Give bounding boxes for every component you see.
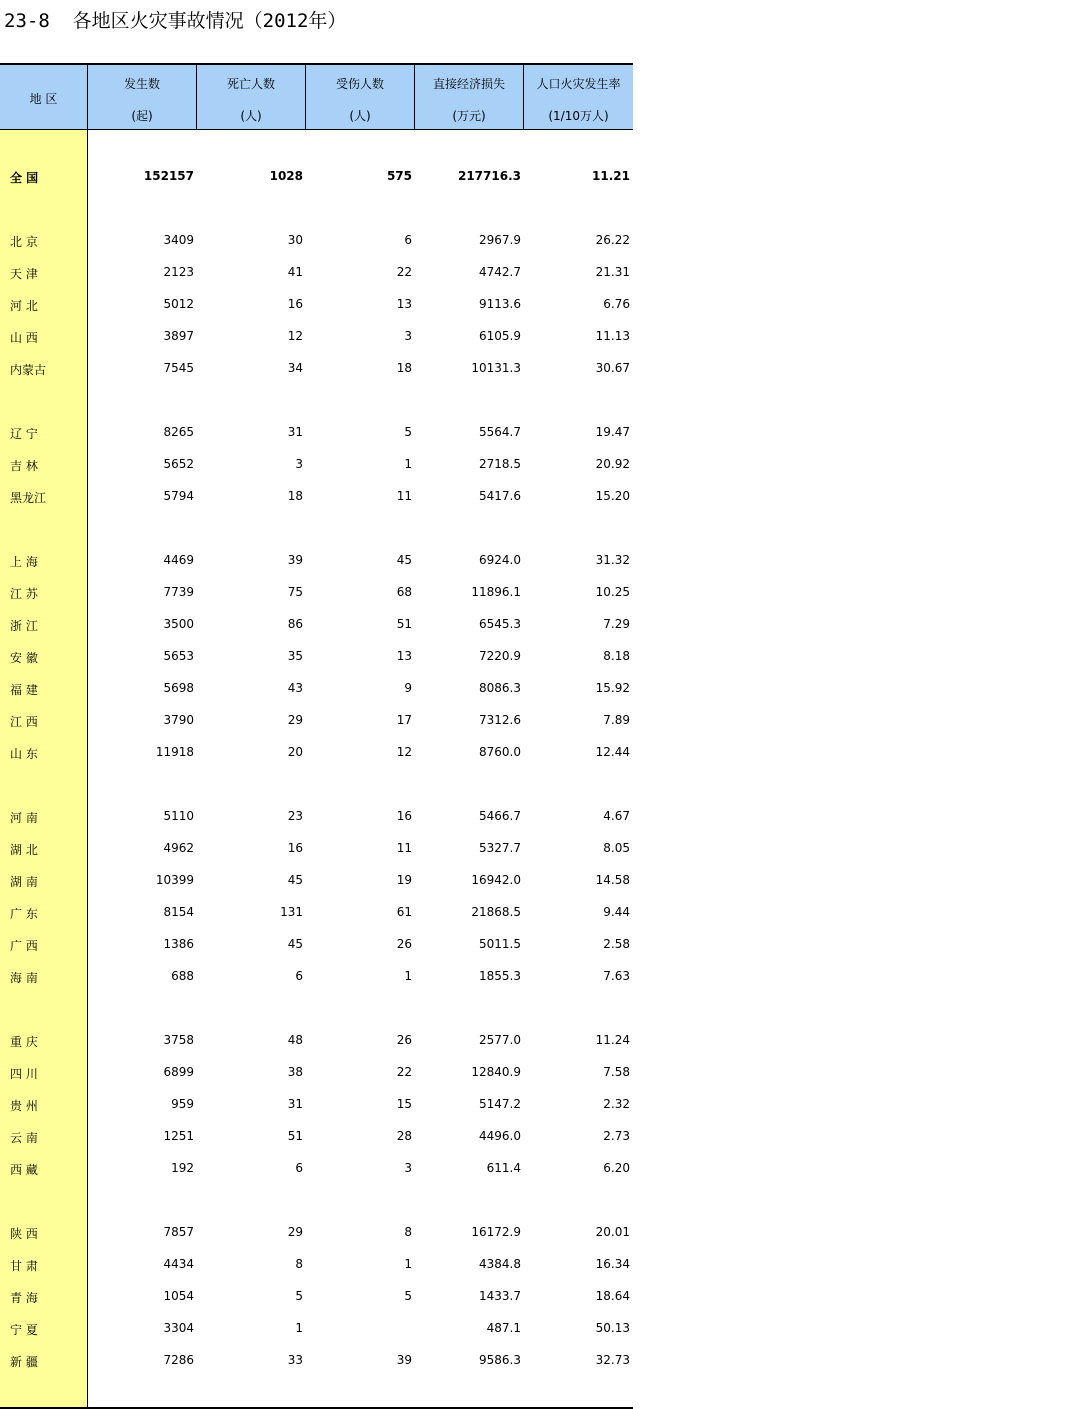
cell-value: 48 xyxy=(287,1033,303,1047)
table-row xyxy=(0,167,633,187)
cell-value: 2967.9 xyxy=(479,233,521,247)
cell-value: 28 xyxy=(396,1129,412,1143)
region-name: 广 东 xyxy=(10,907,38,921)
cell-value: 2.32 xyxy=(603,1097,630,1111)
region-name: 湖 南 xyxy=(10,875,38,889)
cell-value: 1 xyxy=(404,969,412,983)
cell-value: 5794 xyxy=(163,489,194,503)
table-row xyxy=(0,1159,633,1179)
header-col-rate xyxy=(524,65,633,129)
cell-value: 12 xyxy=(396,745,412,759)
cell-value: 192 xyxy=(171,1161,194,1175)
cell-value: 11.13 xyxy=(595,329,630,343)
region-name: 江 西 xyxy=(10,715,38,729)
cell-value: 75 xyxy=(287,585,303,599)
region-name: 浙 江 xyxy=(10,619,38,633)
region-name: 海 南 xyxy=(10,971,38,985)
cell-value: 31 xyxy=(287,425,303,439)
cell-value: 11918 xyxy=(155,745,194,759)
cell-value: 19 xyxy=(396,873,412,887)
cell-value: 3897 xyxy=(163,329,194,343)
cell-value: 39 xyxy=(287,553,303,567)
cell-value: 20 xyxy=(287,745,303,759)
cell-value: 7312.6 xyxy=(479,713,521,727)
header-unit: (1/10万人) xyxy=(548,109,609,123)
region-name: 陕 西 xyxy=(10,1227,38,1241)
header-region-label: 地 区 xyxy=(29,92,58,106)
region-name: 贵 州 xyxy=(10,1099,38,1113)
header-unit: (人) xyxy=(349,109,371,123)
cell-value: 4742.7 xyxy=(479,265,521,279)
cell-value: 5564.7 xyxy=(479,425,521,439)
cell-value: 10.25 xyxy=(595,585,630,599)
cell-value: 29 xyxy=(287,713,303,727)
header-region xyxy=(0,65,88,129)
cell-value: 39 xyxy=(396,1353,412,1367)
cell-value: 3 xyxy=(295,457,303,471)
table-row xyxy=(0,1351,633,1371)
cell-value: 13 xyxy=(396,649,412,663)
cell-value: 5466.7 xyxy=(479,809,521,823)
cell-value: 8086.3 xyxy=(479,681,521,695)
cell-value: 9.44 xyxy=(603,905,630,919)
cell-value: 6105.9 xyxy=(479,329,521,343)
region-name: 新 疆 xyxy=(10,1355,38,1369)
table-row xyxy=(0,903,633,923)
table-row xyxy=(0,711,633,731)
table-row xyxy=(0,807,633,827)
cell-value: 8.05 xyxy=(603,841,630,855)
table-row xyxy=(0,231,633,251)
cell-value: 5417.6 xyxy=(479,489,521,503)
table-row xyxy=(0,1127,633,1147)
table-row xyxy=(0,263,633,283)
cell-value: 7.58 xyxy=(603,1065,630,1079)
table-header xyxy=(0,65,633,130)
cell-value: 20.92 xyxy=(595,457,630,471)
table-row xyxy=(0,1255,633,1275)
cell-value: 688 xyxy=(171,969,194,983)
cell-value: 16942.0 xyxy=(471,873,521,887)
cell-value: 9113.6 xyxy=(479,297,521,311)
cell-value: 9 xyxy=(404,681,412,695)
cell-value: 11 xyxy=(396,489,412,503)
cell-value: 21868.5 xyxy=(471,905,521,919)
cell-value: 8 xyxy=(295,1257,303,1271)
cell-value: 959 xyxy=(171,1097,194,1111)
region-name: 内蒙古 xyxy=(10,363,47,377)
region-name: 辽 宁 xyxy=(10,427,38,441)
cell-value: 14.58 xyxy=(595,873,630,887)
cell-value: 30 xyxy=(287,233,303,247)
cell-value: 5 xyxy=(404,425,412,439)
cell-value: 20.01 xyxy=(595,1225,630,1239)
table-row xyxy=(0,487,633,507)
cell-value: 3 xyxy=(404,1161,412,1175)
cell-value: 13 xyxy=(396,297,412,311)
cell-value: 7739 xyxy=(163,585,194,599)
cell-value: 68 xyxy=(396,585,412,599)
cell-value: 3500 xyxy=(163,617,194,631)
cell-value: 2577.0 xyxy=(479,1033,521,1047)
cell-value: 7.29 xyxy=(603,617,630,631)
region-name: 青 海 xyxy=(10,1291,38,1305)
cell-value: 1386 xyxy=(163,937,194,951)
region-name: 河 南 xyxy=(10,811,38,825)
cell-value: 6924.0 xyxy=(479,553,521,567)
table-row xyxy=(0,1063,633,1083)
cell-value: 2718.5 xyxy=(479,457,521,471)
cell-value: 6 xyxy=(295,1161,303,1175)
cell-value: 8760.0 xyxy=(479,745,521,759)
cell-value: 30.67 xyxy=(595,361,630,375)
cell-value: 12840.9 xyxy=(471,1065,521,1079)
cell-value: 9586.3 xyxy=(479,1353,521,1367)
cell-value: 7.89 xyxy=(603,713,630,727)
header-label: 受伤人数 xyxy=(335,77,384,91)
cell-value: 8154 xyxy=(163,905,194,919)
table-row xyxy=(0,1287,633,1307)
cell-value: 15.92 xyxy=(595,681,630,695)
cell-value: 41 xyxy=(287,265,303,279)
cell-value: 10399 xyxy=(155,873,194,887)
cell-value: 3409 xyxy=(163,233,194,247)
header-label: 人口火灾发生率 xyxy=(536,77,621,91)
cell-value: 4384.8 xyxy=(479,1257,521,1271)
cell-value: 4962 xyxy=(163,841,194,855)
cell-value: 32.73 xyxy=(595,1353,630,1367)
cell-value: 33 xyxy=(287,1353,303,1367)
cell-value: 4496.0 xyxy=(479,1129,521,1143)
region-name: 广 西 xyxy=(10,939,38,953)
cell-value: 16.34 xyxy=(595,1257,630,1271)
cell-value: 5652 xyxy=(163,457,194,471)
cell-value: 6.76 xyxy=(603,297,630,311)
region-name: 吉 林 xyxy=(10,459,38,473)
table-row xyxy=(0,1031,633,1051)
region-name: 河 北 xyxy=(10,299,38,313)
header-label: 直接经济损失 xyxy=(432,77,505,91)
region-name: 甘 肃 xyxy=(10,1259,38,1273)
header-unit: (起) xyxy=(131,109,153,123)
header-col-occurrences xyxy=(88,65,197,129)
cell-value: 26 xyxy=(396,937,412,951)
cell-value: 1433.7 xyxy=(479,1289,521,1303)
cell-value: 217716.3 xyxy=(457,169,521,183)
cell-value: 3790 xyxy=(163,713,194,727)
header-label: 发生数 xyxy=(123,77,160,91)
cell-value: 6545.3 xyxy=(479,617,521,631)
table-row xyxy=(0,743,633,763)
region-name: 安 徽 xyxy=(10,651,38,665)
cell-value: 6.20 xyxy=(603,1161,630,1175)
cell-value: 15.20 xyxy=(595,489,630,503)
cell-value: 1054 xyxy=(163,1289,194,1303)
cell-value: 1 xyxy=(295,1321,303,1335)
table-row xyxy=(0,295,633,315)
cell-value: 5110 xyxy=(163,809,194,823)
table-row xyxy=(0,455,633,475)
cell-value: 26 xyxy=(396,1033,412,1047)
cell-value: 34 xyxy=(287,361,303,375)
cell-value: 8 xyxy=(404,1225,412,1239)
region-name: 湖 北 xyxy=(10,843,38,857)
cell-value: 6899 xyxy=(163,1065,194,1079)
cell-value: 22 xyxy=(396,265,412,279)
cell-value: 5012 xyxy=(163,297,194,311)
cell-value: 45 xyxy=(287,873,303,887)
table-row xyxy=(0,871,633,891)
header-label: 死亡人数 xyxy=(226,77,275,91)
cell-value: 18.64 xyxy=(595,1289,630,1303)
cell-value: 7857 xyxy=(163,1225,194,1239)
cell-value: 51 xyxy=(287,1129,303,1143)
cell-value: 1028 xyxy=(269,169,303,183)
cell-value: 131 xyxy=(280,905,303,919)
region-name: 北 京 xyxy=(10,235,38,249)
region-name: 西 藏 xyxy=(10,1163,38,1177)
table-row xyxy=(0,1319,633,1339)
cell-value: 31.32 xyxy=(595,553,630,567)
cell-value: 8265 xyxy=(163,425,194,439)
table-row xyxy=(0,423,633,443)
cell-value: 11.24 xyxy=(595,1033,630,1047)
cell-value: 18 xyxy=(396,361,412,375)
cell-value: 31 xyxy=(287,1097,303,1111)
table-row xyxy=(0,967,633,987)
region-name: 全 国 xyxy=(10,171,39,185)
cell-value: 152157 xyxy=(143,169,194,183)
cell-value: 5147.2 xyxy=(479,1097,521,1111)
cell-value: 6 xyxy=(295,969,303,983)
cell-value: 5 xyxy=(295,1289,303,1303)
cell-value: 19.47 xyxy=(595,425,630,439)
region-name: 山 东 xyxy=(10,747,38,761)
cell-value: 5698 xyxy=(163,681,194,695)
cell-value: 12.44 xyxy=(595,745,630,759)
cell-value: 18 xyxy=(287,489,303,503)
header-unit: (人) xyxy=(240,109,262,123)
cell-value: 1855.3 xyxy=(479,969,521,983)
region-name: 福 建 xyxy=(10,683,38,697)
page-title: 23-8 各地区火灾事故情况（2012年） xyxy=(4,10,347,32)
cell-value: 4.67 xyxy=(603,809,630,823)
table-row xyxy=(0,935,633,955)
table-row xyxy=(0,1223,633,1243)
cell-value: 43 xyxy=(287,681,303,695)
cell-value: 2123 xyxy=(163,265,194,279)
cell-value: 61 xyxy=(396,905,412,919)
cell-value: 487.1 xyxy=(486,1321,521,1335)
cell-value: 3758 xyxy=(163,1033,194,1047)
cell-value: 1251 xyxy=(163,1129,194,1143)
cell-value: 17 xyxy=(396,713,412,727)
cell-value: 86 xyxy=(287,617,303,631)
cell-value: 16 xyxy=(287,297,303,311)
cell-value: 22 xyxy=(396,1065,412,1079)
cell-value: 2.73 xyxy=(603,1129,630,1143)
region-name: 重 庆 xyxy=(10,1035,38,1049)
cell-value: 6 xyxy=(404,233,412,247)
region-name: 宁 夏 xyxy=(10,1323,38,1337)
cell-value: 7.63 xyxy=(603,969,630,983)
cell-value: 23 xyxy=(287,809,303,823)
region-name: 山 西 xyxy=(10,331,38,345)
cell-value: 29 xyxy=(287,1225,303,1239)
cell-value: 3304 xyxy=(163,1321,194,1335)
cell-value: 11896.1 xyxy=(471,585,521,599)
cell-value: 2.58 xyxy=(603,937,630,951)
header-unit: (万元) xyxy=(452,109,486,123)
cell-value: 45 xyxy=(287,937,303,951)
region-name: 天 津 xyxy=(10,267,38,281)
cell-value: 5011.5 xyxy=(479,937,521,951)
cell-value: 12 xyxy=(287,329,303,343)
region-name: 上 海 xyxy=(10,555,38,569)
cell-value: 575 xyxy=(386,169,412,183)
header-col-loss xyxy=(415,65,524,129)
table-row xyxy=(0,1095,633,1115)
table-row xyxy=(0,551,633,571)
region-name: 四 川 xyxy=(10,1067,38,1081)
region-column-band xyxy=(0,130,88,1407)
cell-value: 51 xyxy=(396,617,412,631)
cell-value: 45 xyxy=(396,553,412,567)
cell-value: 1 xyxy=(404,457,412,471)
table-row xyxy=(0,839,633,859)
region-name: 黑龙江 xyxy=(10,491,47,505)
table-row xyxy=(0,615,633,635)
cell-value: 38 xyxy=(287,1065,303,1079)
cell-value: 10131.3 xyxy=(471,361,521,375)
cell-value: 26.22 xyxy=(595,233,630,247)
cell-value: 5327.7 xyxy=(479,841,521,855)
cell-value: 50.13 xyxy=(595,1321,630,1335)
cell-value: 16 xyxy=(396,809,412,823)
cell-value: 11.21 xyxy=(592,169,630,183)
cell-value: 35 xyxy=(287,649,303,663)
cell-value: 4434 xyxy=(163,1257,194,1271)
table-row xyxy=(0,327,633,347)
cell-value: 3 xyxy=(404,329,412,343)
cell-value: 15 xyxy=(396,1097,412,1111)
table-row xyxy=(0,359,633,379)
table-row xyxy=(0,679,633,699)
cell-value: 1 xyxy=(404,1257,412,1271)
table-row xyxy=(0,583,633,603)
cell-value: 8.18 xyxy=(603,649,630,663)
cell-value: 21.31 xyxy=(595,265,630,279)
table-row xyxy=(0,647,633,667)
cell-value: 11 xyxy=(396,841,412,855)
region-name: 云 南 xyxy=(10,1131,38,1145)
cell-value: 16 xyxy=(287,841,303,855)
cell-value: 7286 xyxy=(163,1353,194,1367)
header-col-deaths xyxy=(197,65,306,129)
cell-value: 7220.9 xyxy=(479,649,521,663)
cell-value: 7545 xyxy=(163,361,194,375)
cell-value: 5 xyxy=(404,1289,412,1303)
cell-value: 5653 xyxy=(163,649,194,663)
region-name: 江 苏 xyxy=(10,587,38,601)
header-col-injuries xyxy=(306,65,415,129)
cell-value: 4469 xyxy=(163,553,194,567)
cell-value: 16172.9 xyxy=(471,1225,521,1239)
cell-value: 611.4 xyxy=(486,1161,521,1175)
